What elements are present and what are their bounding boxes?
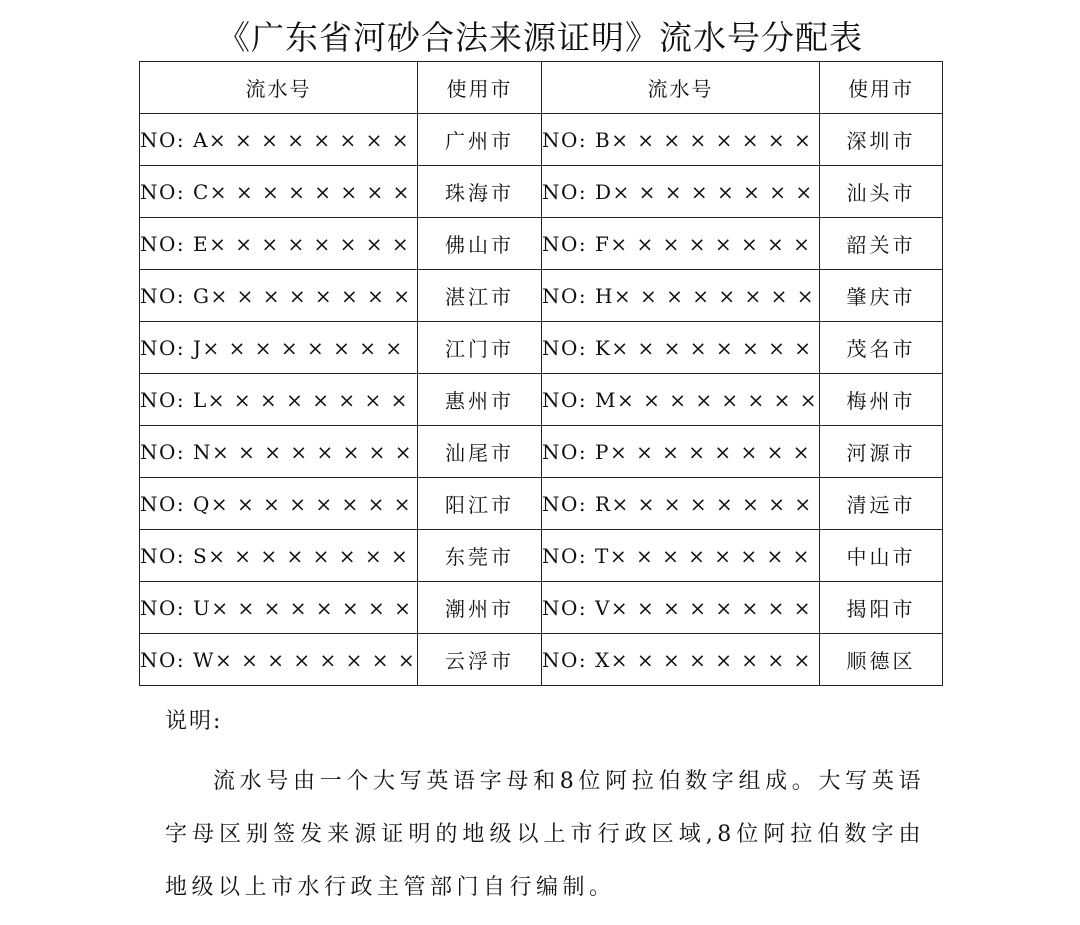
table-row: [140, 114, 943, 166]
right-serial-cell: NO: R× × × × × × × ×: [542, 478, 820, 530]
page-title: 《广东省河砂合法来源证明》流水号分配表: [217, 18, 863, 57]
left-city-cell: 汕尾市: [418, 426, 542, 478]
right-serial-cell: NO: D× × × × × × × ×: [542, 166, 820, 218]
left-city-cell: 东莞市: [418, 530, 542, 582]
right-city-cell: 河源市: [820, 426, 943, 478]
left-city-cell: 惠州市: [418, 374, 542, 426]
left-serial-cell: NO: C× × × × × × × ×: [140, 166, 418, 218]
table-row: [140, 530, 943, 582]
left-city-cell: 云浮市: [418, 634, 542, 686]
table-row: [140, 218, 943, 270]
left-serial-cell: NO: U× × × × × × × ×: [140, 582, 418, 634]
right-serial-cell: NO: V× × × × × × × ×: [542, 582, 820, 634]
header-city-right: 使用市: [820, 62, 943, 114]
left-serial-cell: NO: N× × × × × × × ×: [140, 426, 418, 478]
right-city-cell: 肇庆市: [820, 270, 943, 322]
right-serial-cell: NO: B× × × × × × × ×: [542, 114, 820, 166]
right-city-cell: 汕头市: [820, 166, 943, 218]
table-row: [140, 426, 943, 478]
serial-allocation-table: [139, 61, 943, 686]
right-serial-cell: NO: H× × × × × × × ×: [542, 270, 820, 322]
table-row: [140, 166, 943, 218]
table-row: [140, 322, 943, 374]
right-serial-cell: NO: F× × × × × × × ×: [542, 218, 820, 270]
table-row: [140, 634, 943, 686]
left-serial-cell: NO: J× × × × × × × ×: [140, 322, 418, 374]
right-serial-cell: NO: X× × × × × × × ×: [542, 634, 820, 686]
right-city-cell: 深圳市: [820, 114, 943, 166]
right-city-cell: 茂名市: [820, 322, 943, 374]
right-city-cell: 梅州市: [820, 374, 943, 426]
right-serial-cell: NO: M× × × × × × × ×: [542, 374, 820, 426]
left-serial-cell: NO: G× × × × × × × ×: [140, 270, 418, 322]
header-serial-left: 流水号: [140, 62, 418, 114]
table-row: [140, 582, 943, 634]
right-serial-cell: NO: K× × × × × × × ×: [542, 322, 820, 374]
left-serial-cell: NO: S× × × × × × × ×: [140, 530, 418, 582]
left-city-cell: 潮州市: [418, 582, 542, 634]
left-serial-cell: NO: L× × × × × × × ×: [140, 374, 418, 426]
left-city-cell: 江门市: [418, 322, 542, 374]
table-header-row: [140, 62, 943, 114]
header-serial-right: 流水号: [542, 62, 820, 114]
right-city-cell: 顺德区: [820, 634, 943, 686]
left-city-cell: 珠海市: [418, 166, 542, 218]
header-city-left: 使用市: [418, 62, 542, 114]
right-serial-cell: NO: T× × × × × × × ×: [542, 530, 820, 582]
table-row: [140, 478, 943, 530]
left-serial-cell: NO: W× × × × × × × ×: [140, 634, 418, 686]
notes-heading: 说明:: [165, 709, 223, 734]
left-city-cell: 阳江市: [418, 478, 542, 530]
right-city-cell: 清远市: [820, 478, 943, 530]
table-row: [140, 270, 943, 322]
table-row: [140, 374, 943, 426]
right-city-cell: 中山市: [820, 530, 943, 582]
right-city-cell: 韶关市: [820, 218, 943, 270]
right-city-cell: 揭阳市: [820, 582, 943, 634]
left-city-cell: 湛江市: [418, 270, 542, 322]
left-serial-cell: NO: E× × × × × × × ×: [140, 218, 418, 270]
left-serial-cell: NO: A× × × × × × × ×: [140, 114, 418, 166]
left-serial-cell: NO: Q× × × × × × × ×: [140, 478, 418, 530]
left-city-cell: 佛山市: [418, 218, 542, 270]
right-serial-cell: NO: P× × × × × × × ×: [542, 426, 820, 478]
left-city-cell: 广州市: [418, 114, 542, 166]
notes-paragraph: 流水号由一个大写英语字母和8位阿拉伯数字组成。大写英语字母区别签发来源证明的地级以上市行政区域,8位阿拉伯数字由地级以上市水行政主管部门自行编制。: [165, 769, 925, 900]
